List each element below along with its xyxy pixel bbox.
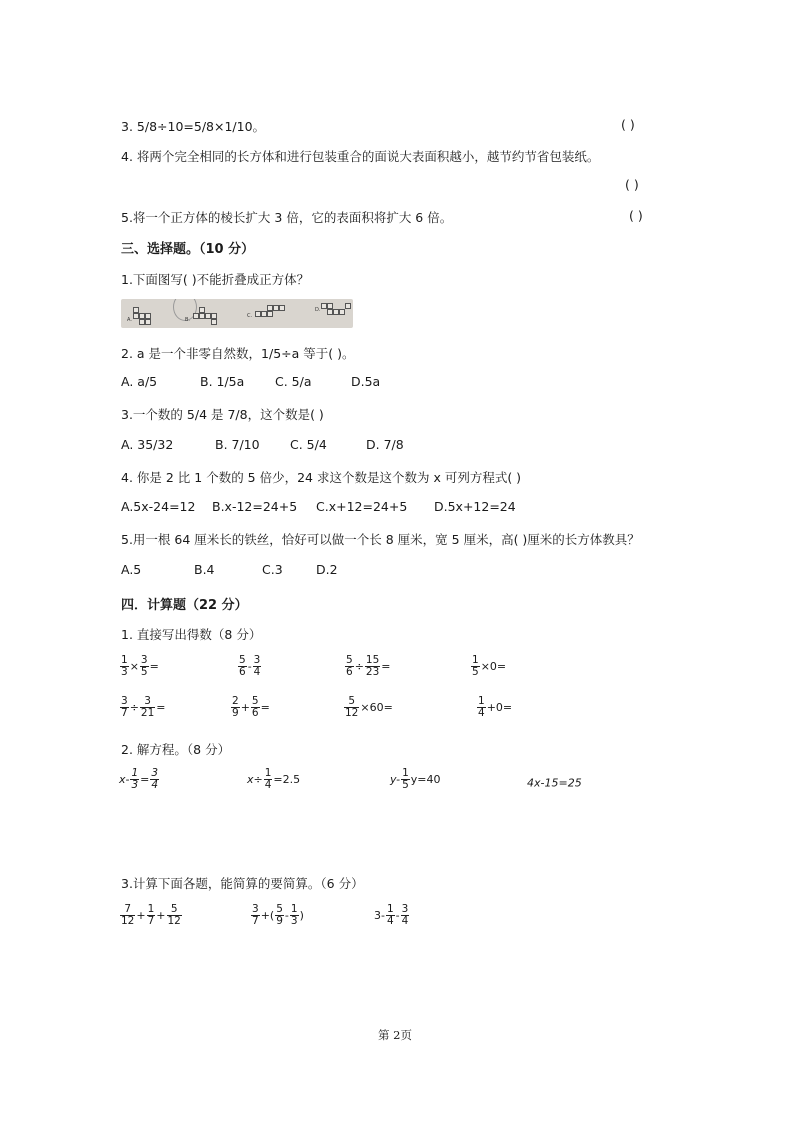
oral-calc-7: $\frac{5}{12}$ ×60= — [345, 695, 393, 720]
choice-q3-option-a[interactable]: A. 35/32 — [121, 437, 174, 452]
page-number: 第 2页 — [378, 1028, 412, 1042]
choice-q4-option-b[interactable]: B.x-12=24+5 — [212, 499, 298, 514]
oral-calc-6: $\frac{2}{9}$ + $\frac{5}{6}$ = — [232, 695, 270, 720]
choice-q5-option-c[interactable]: C.3 — [262, 562, 283, 577]
choice-q1: 1.下面图写( )不能折叠成正方体？ — [121, 272, 310, 287]
cube-net-options-image — [121, 299, 353, 328]
choice-q3-option-d[interactable]: D. 7/8 — [366, 437, 404, 452]
choice-q5-option-b[interactable]: B.4 — [194, 562, 215, 577]
choice-q2-option-b[interactable]: B. 1/5a — [200, 374, 245, 389]
net-option-d-label: D. — [315, 307, 321, 313]
equation-4: 4x-15=25 — [527, 776, 582, 790]
choice-q4: 4. 你是 2 比 1 个数的 5 倍少，24 求这个数是这个数为 x 可列方程式( ) — [121, 470, 522, 485]
choice-q2: 2. a 是一个非零自然数，1/5÷a 等于( )。 — [121, 346, 355, 361]
judge-q4: 4. 将两个完全相同的长方体和进行包装重合的面说大表面积越小，越节约节省包装纸。 — [121, 149, 600, 164]
choice-q3-option-b[interactable]: B. 7/10 — [215, 437, 260, 452]
choice-heading: 三、选择题。（10 分） — [121, 242, 255, 257]
simplify-calc-1: $\frac{7}{12}$ + $\frac{1}{7}$ + $\frac{5}{12}$ — [121, 903, 181, 928]
net-option-c-label: C. — [247, 313, 253, 319]
choice-q5: 5.用一根 64 厘米长的铁丝，恰好可以做一个长 8 厘米，宽 5 厘米，高( )厘米的长方体教具？ — [121, 532, 640, 547]
calc-sub1: 1. 直接写出得数（8 分） — [121, 627, 262, 642]
simplify-calc-2: $\frac{3}{7}$ +( $\frac{5}{9}$ - $\frac{1}{3}$ ) — [252, 903, 304, 928]
simplify-calc-3: 3- $\frac{1}{4}$ - $\frac{3}{4}$ — [374, 903, 409, 928]
choice-q3: 3.一个数的 5/4 是 7/8，这个数是( ) — [121, 407, 324, 422]
net-option-a-label: A. — [127, 317, 132, 323]
equation-2: x÷ $\frac{1}{4}$ =2.5 — [247, 767, 301, 792]
calc-sub3: 3.计算下面各题，能简算的要简算。（6 分） — [121, 876, 364, 891]
choice-q5-option-d[interactable]: D.2 — [316, 562, 338, 577]
judge-q3-paren[interactable]: ( ) — [621, 117, 635, 132]
equation-1: x- $\frac{1}{3}$ = $\frac{3}{4}$ — [119, 767, 159, 792]
choice-q2-option-d[interactable]: D.5a — [351, 374, 381, 389]
judge-q5: 5.将一个正方体的棱长扩大 3 倍，它的表面积将扩大 6 倍。 — [121, 210, 453, 225]
choice-q3-option-c[interactable]: C. 5/4 — [290, 437, 327, 452]
oral-calc-5: $\frac{3}{7}$ ÷ $\frac{3}{21}$ = — [121, 695, 166, 720]
equation-3: y- $\frac{1}{5}$ y=40 — [390, 767, 441, 792]
calc-sub2: 2. 解方程。（8 分） — [121, 742, 231, 757]
choice-q4-option-c[interactable]: C.x+12=24+5 — [316, 499, 408, 514]
judge-q3: 3. 5/8÷10=5/8×1/10。 — [121, 119, 266, 134]
choice-q2-option-a[interactable]: A. a/5 — [121, 374, 158, 389]
net-option-b-label: B. — [185, 317, 191, 323]
oral-calc-3: $\frac{5}{6}$ ÷ $\frac{15}{23}$ = — [346, 654, 391, 679]
oral-calc-1: $\frac{1}{3}$ × $\frac{3}{5}$ = — [121, 654, 159, 679]
choice-q2-option-c[interactable]: C. 5/a — [275, 374, 312, 389]
oral-calc-8: $\frac{1}{4}$ +0= — [478, 695, 513, 720]
judge-q5-paren[interactable]: ( ) — [629, 208, 643, 223]
choice-q4-option-d[interactable]: D.5x+12=24 — [434, 499, 516, 514]
oral-calc-2: $\frac{5}{6}$ - $\frac{3}{4}$ — [239, 654, 261, 679]
choice-q4-option-a[interactable]: A.5x-24=12 — [121, 499, 196, 514]
oral-calc-4: $\frac{1}{5}$ ×0= — [472, 654, 507, 679]
judge-q4-paren[interactable]: ( ) — [625, 177, 639, 192]
choice-q5-option-a[interactable]: A.5 — [121, 562, 142, 577]
calc-heading: 四．计算题（22 分） — [121, 598, 248, 613]
